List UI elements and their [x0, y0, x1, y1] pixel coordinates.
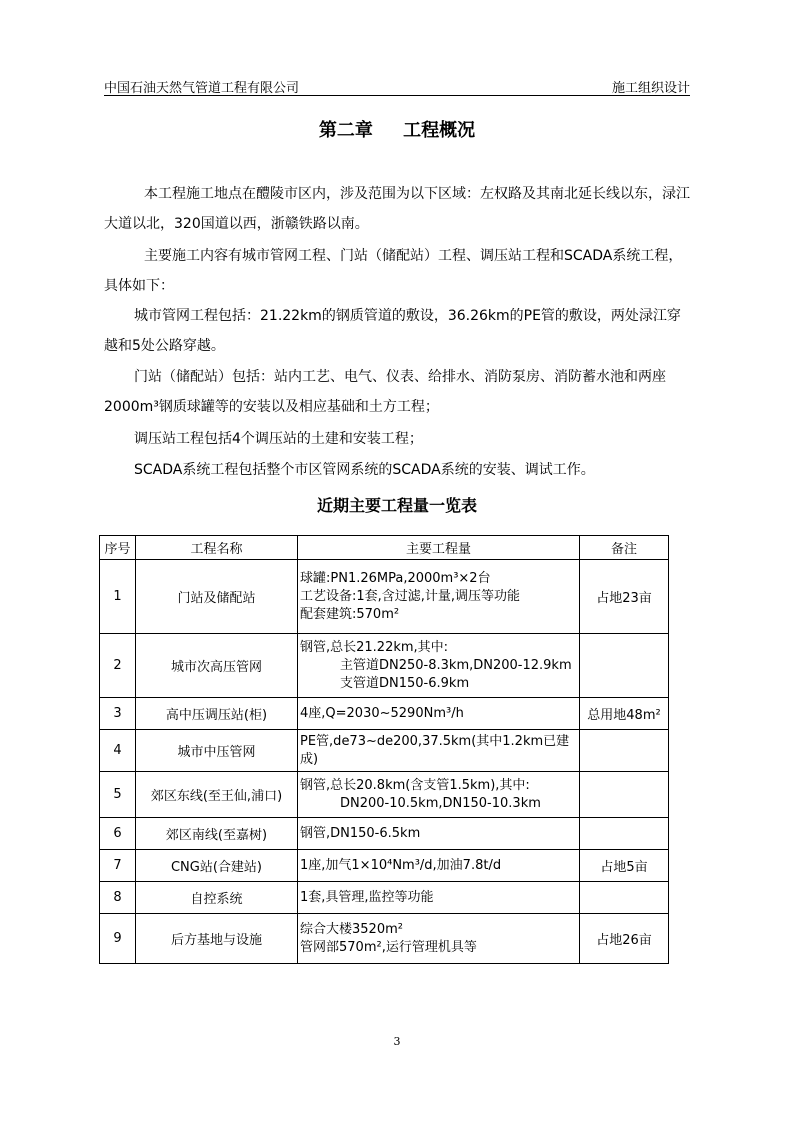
- header-company: 中国石油天然气管道工程有限公司: [104, 81, 300, 96]
- row-no: 6: [100, 818, 136, 850]
- quantity-line: 4座,Q=2030~5290Nm³/h: [300, 705, 464, 721]
- row-name: 郊区东线(至王仙,浦口): [136, 772, 298, 818]
- table-row: [100, 882, 669, 914]
- header-no: 序号: [100, 536, 136, 560]
- paragraph-gate-station: 门站（储配站）包括：站内工艺、电气、仪表、给排水、消防泵房、消防蓄水池和两座2000m³钢质球罐等的安装以及相应基础和土方工程；: [104, 369, 666, 415]
- quantity-line: 综合大楼3520m²: [300, 921, 403, 937]
- table-header-row: [100, 536, 669, 560]
- header-name: 工程名称: [136, 536, 298, 560]
- quantity-line: 钢管,总长21.22km,其中:: [300, 639, 449, 655]
- row-quantity: [298, 818, 580, 850]
- quantity-line: 配套建筑:570m²: [300, 606, 400, 622]
- row-quantity: [298, 772, 580, 818]
- row-quantity: [298, 560, 580, 634]
- row-name: 门站及储配站: [136, 560, 298, 634]
- row-name: 高中压调压站(柜): [136, 698, 298, 730]
- header-doc-type: 施工组织设计: [611, 81, 690, 96]
- row-name: 自控系统: [136, 882, 298, 914]
- row-no: 3: [100, 698, 136, 730]
- table-row: [100, 560, 669, 634]
- chapter-number: 第二章: [318, 120, 373, 141]
- quantity-line: 工艺设备:1套,含过滤,计量,调压等功能: [300, 588, 521, 604]
- row-note: 占地26亩: [580, 914, 669, 964]
- row-quantity: [298, 634, 580, 698]
- row-no: 2: [100, 634, 136, 698]
- quantity-line: 支管道DN150-6.9km: [340, 675, 470, 691]
- quantity-line: DN200-10.5km,DN150-10.3km: [340, 795, 541, 811]
- paragraph-regulator: 调压站工程包括4个调压站的土建和安装工程；: [134, 431, 423, 447]
- paragraph-pipeline: 城市管网工程包括：21.22km的钢质管道的敷设，36.26km的PE管的敷设，两处渌江穿越和5处公路穿越。: [104, 308, 681, 354]
- row-note: [580, 818, 669, 850]
- table-row: [100, 818, 669, 850]
- row-no: 1: [100, 560, 136, 634]
- table-title: 近期主要工程量一览表: [316, 496, 477, 515]
- row-no: 9: [100, 914, 136, 964]
- row-name: 城市中压管网: [136, 730, 298, 772]
- table-row: [100, 850, 669, 882]
- quantity-line: 钢管,总长20.8km(含支管1.5km),其中:: [300, 777, 530, 793]
- row-quantity: [298, 730, 580, 772]
- row-name: CNG站(合建站): [136, 850, 298, 882]
- chapter-heading: [0, 116, 794, 142]
- quantity-line: 钢管,DN150-6.5km: [300, 825, 421, 841]
- paragraph-location: 本工程施工地点在醴陵市区内，涉及范围为以下区域：左权路及其南北延长线以东，渌江大道以北，320国道以西，浙赣铁路以南。: [104, 186, 690, 232]
- quantity-line: 1套,具管理,监控等功能: [300, 889, 434, 905]
- table-row: [100, 698, 669, 730]
- paragraph-scada: SCADA系统工程包括整个市区管网系统的SCADA系统的安装、调试工作。: [134, 462, 595, 478]
- row-note: [580, 882, 669, 914]
- quantity-line: PE管,de73~de200,37.5km(其中1.2km已建成): [300, 733, 570, 767]
- header-quantity: 主要工程量: [298, 536, 580, 560]
- row-quantity: [298, 850, 580, 882]
- row-quantity: [298, 914, 580, 964]
- table-row: [100, 914, 669, 964]
- row-no: 7: [100, 850, 136, 882]
- row-no: 5: [100, 772, 136, 818]
- quantity-line: 1座,加气1×10⁴Nm³/d,加油7.8t/d: [300, 857, 502, 873]
- header-note: 备注: [580, 536, 669, 560]
- quantity-line: 球罐:PN1.26MPa,2000m³×2台: [300, 570, 491, 586]
- row-note: 占地23亩: [580, 560, 669, 634]
- row-note: [580, 772, 669, 818]
- chapter-title: 工程概况: [403, 120, 476, 141]
- row-no: 4: [100, 730, 136, 772]
- row-note: 占地5亩: [580, 850, 669, 882]
- row-quantity: [298, 698, 580, 730]
- table-row: [100, 772, 669, 818]
- table-row: [100, 634, 669, 698]
- page-number: 3: [393, 1035, 401, 1048]
- row-name: 城市次高压管网: [136, 634, 298, 698]
- quantity-table: [99, 535, 669, 964]
- table-row: [100, 730, 669, 772]
- quantity-line: 管网部570m²,运行管理机具等: [300, 939, 477, 955]
- row-note: [580, 730, 669, 772]
- page-header: [104, 77, 690, 96]
- paragraph-scope: 主要施工内容有城市管网工程、门站（储配站）工程、调压站工程和SCADA系统工程，具体如下：: [104, 248, 683, 294]
- quantity-line: 主管道DN250-8.3km,DN200-12.9km: [340, 657, 572, 673]
- row-name: 郊区南线(至嘉树): [136, 818, 298, 850]
- row-note: [580, 634, 669, 698]
- row-name: 后方基地与设施: [136, 914, 298, 964]
- row-quantity: [298, 882, 580, 914]
- row-no: 8: [100, 882, 136, 914]
- row-note: 总用地48m²: [580, 698, 669, 730]
